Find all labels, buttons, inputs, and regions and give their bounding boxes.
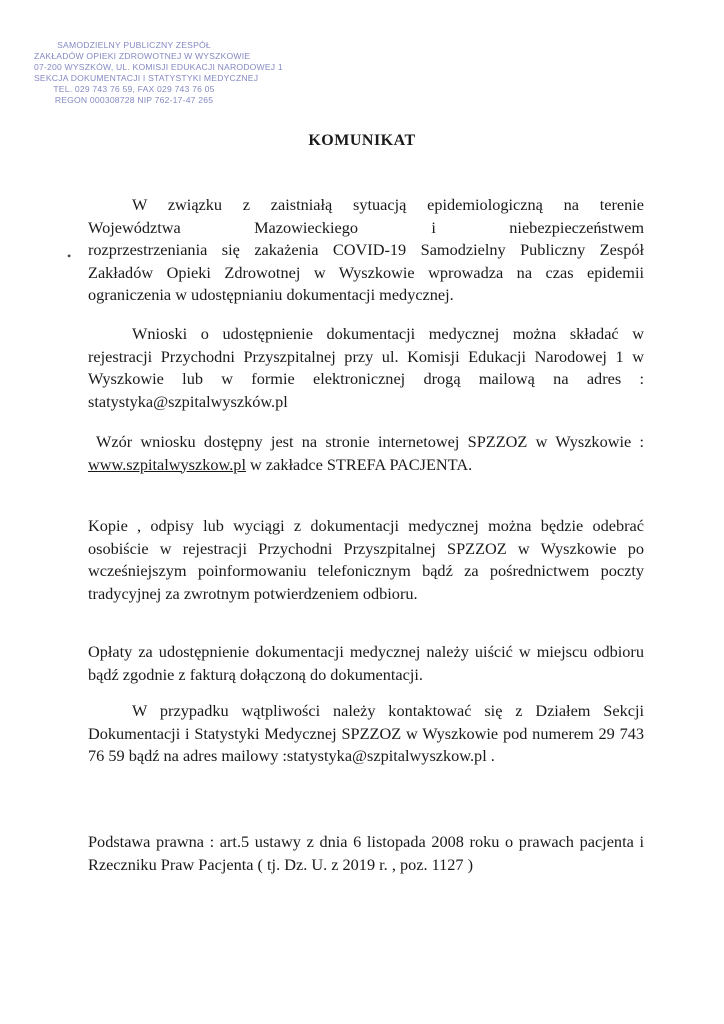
paragraph-1-line-1: W związku z zaistniałą sytuacją epidemiologiczną na terenie [132, 195, 644, 214]
paragraph-1 [88, 194, 644, 307]
paragraph-2: Wnioski o udostępnienie dokumentacji medycznej można składać w rejestracji Przychodni Przyszpitalnej przy ul. Komisji Edukacji Narodowej 1 w Wyszkowie lub w formie elektronicznej drogą mailową na adres : statystyka@szpitalwyszków.pl [88, 324, 644, 411]
paragraph-6: W przypadku wątpliwości należy kontaktować się z Działem Sekcji Dokumentacji i Statystyki Medycznej SPZZOZ w Wyszkowie pod numerem 29 743 76 59 bądź na adres mailowy :statystyka@szpitalwyszkow.pl . [88, 701, 644, 765]
stamp-line: ZAKŁADÓW OPIEKI ZDROWOTNEJ W WYSZKOWIE [34, 51, 251, 61]
paragraph-5: Opłaty za udostępnienie dokumentacji medycznej należy uiścić w miejscu odbioru bądź zgodnie z fakturą dołączoną do dokumentacji. [88, 642, 644, 684]
stamp-line: SAMODZIELNY PUBLICZNY ZESPÓŁ [57, 40, 211, 50]
paragraph-4: Kopie , odpisy lub wyciągi z dokumentacji medycznej można będzie odebrać osobiście w rejestracji Przychodni Przyszpitalnej SPZZOZ w Wyszkowie po wcześniejszym poinformowaniu telefonicznym bądź za pośrednictwem poczty tradycyjnej za zwrotnym potwierdzeniem odbioru. [88, 516, 644, 603]
stamp-line: TEL. 029 743 76 59, FAX 029 743 76 05 [53, 84, 215, 94]
website-link[interactable]: www.szpitalwyszkow.pl [88, 454, 246, 474]
legal-basis: Podstawa prawna : art.5 ustawy z dnia 6 listopada 2008 roku o prawach pacjenta i Rzeczniku Praw Pacjenta ( tj. Dz. U. z 2019 r. , poz. 1127 ) [88, 832, 644, 874]
paragraph-3-before: Wzór wniosku dostępny jest na stronie internetowej SPZZOZ w Wyszkowie : [96, 432, 644, 451]
paragraph-1-rest: rozprzestrzeniania się zakażenia COVID-19 Samodzielny Publiczny Zespół Zakładów Opieki Zdrowotnej w Wyszkowie wprowadza na czas epidemii ograniczenia w udostępnianiu dokumentacji medycznej. [88, 240, 644, 304]
paragraph-3 [88, 431, 644, 476]
institution-stamp [34, 40, 283, 106]
stamp-line: 07-200 WYSZKÓW, UL. KOMISJI EDUKACJI NARODOWEJ 1 [34, 62, 283, 72]
document-title: KOMUNIKAT [308, 132, 416, 149]
paragraph-1-line-2: Województwa Mazowieckiego i niebezpieczeństwem [88, 217, 644, 237]
stamp-line: SEKCJA DOKUMENTACJI I STATYSTYKI MEDYCZNEJ [34, 73, 259, 83]
stamp-line: REGON 000308728 NIP 762-17-47 265 [54, 95, 214, 105]
paragraph-3-after: w zakładce STREFA PACJENTA. [250, 454, 473, 474]
margin-mark-icon: • [67, 249, 72, 263]
